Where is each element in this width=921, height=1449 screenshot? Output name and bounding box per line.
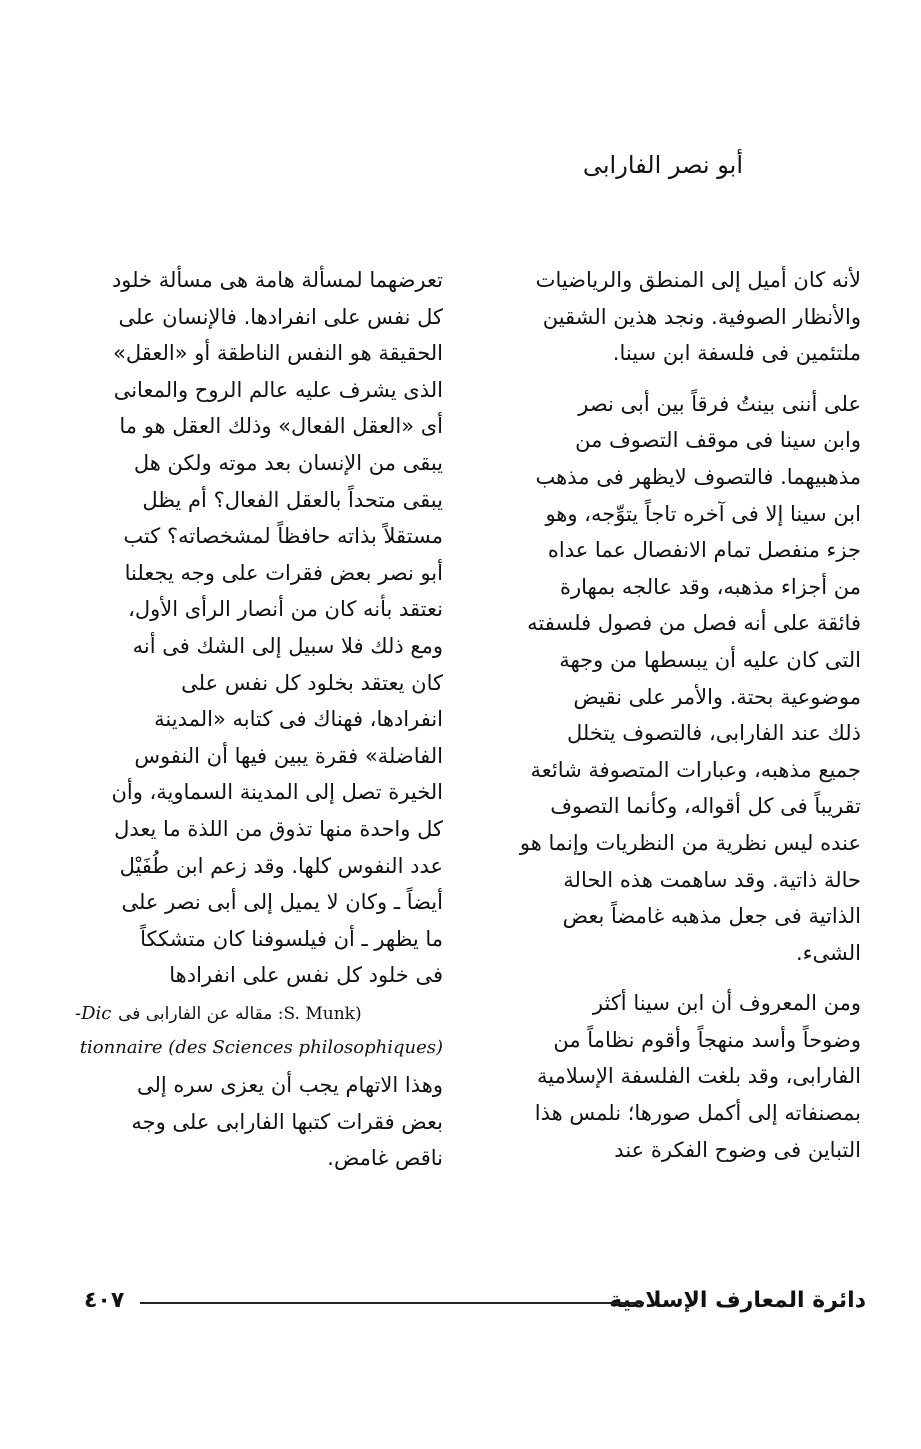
running-head: أبو نصر الفارابى (582, 151, 743, 179)
text-line: عدد النفوس كلها. وقد زعم ابن طُفَيْل (119, 853, 443, 878)
citation-line (75, 994, 443, 1031)
text-line: والأنظار الصوفية. ونجد هذين الشقين (542, 304, 861, 329)
text-line: تقريباً فى كل أقواله، وكأنما التصوف (550, 794, 861, 819)
text-line: حالة ذاتية. وقد ساهمت هذه الحالة (563, 867, 861, 892)
text-line: بعض فقرات كتبها الفارابى على وجه (131, 1109, 443, 1134)
text-line: أبو نصر بعض فقرات على وجه يجعلنا (124, 560, 443, 585)
text-line: لأنه كان أميل إلى المنطق والرياضيات (535, 268, 861, 292)
text-line: وهذا الاتهام يجب أن يعزى سره إلى (136, 1073, 443, 1098)
text-line: عنده ليس نظرية من النظريات وإنما هو (519, 830, 861, 855)
text-line: موضوعية بحتة. والأمر على نقيض (573, 684, 861, 709)
text-line: الذى يشرف عليه عالم الروح والمعانى (113, 377, 443, 402)
citation-title: tionnaire (des Sciences philosophiques) (79, 1037, 443, 1059)
text-line: الحقيقة هو النفس الناطقة أو «العقل» (112, 341, 443, 366)
right-column (493, 262, 861, 1168)
text-line: كل واحدة منها تذوق من اللذة ما يعدل (114, 816, 443, 841)
text-line: نعتقد بأنه كان من أنصار الرأى الأول، (128, 597, 443, 622)
citation-italic: Dic- (75, 1002, 112, 1024)
page-number: ٤٠٧ (84, 1288, 125, 1313)
text-line: مذهبيهما. فالتصوف لايظهر فى مذهب (535, 464, 861, 489)
text-line: الفاضلة» فقرة يبين فيها أن النفوس (134, 743, 443, 768)
paragraph (493, 386, 861, 972)
text-line: كان يعتقد بخلود كل نفس على (181, 670, 443, 695)
paragraph (493, 262, 861, 372)
text-line: أى «العقل الفعال» وذلك العقل هو ما (119, 414, 443, 439)
page-footer (84, 1286, 866, 1316)
footer-rule (140, 1302, 644, 1304)
footer-title: دائرة المعارف الإسلامية (609, 1288, 866, 1313)
text-line: وابن سينا فى موقف التصوف من (575, 428, 861, 453)
text-line: وضوحاً وأسد منهجاً وأقوم نظاماً من (553, 1027, 861, 1052)
text-line: التى كان عليه أن يبسطها من وجهة (559, 647, 861, 672)
text-line: فى خلود كل نفس على انفرادها (169, 963, 443, 988)
text-line: ما يظهر ـ أن فيلسوفنا كان متشككاً (140, 926, 443, 951)
text-line: الخيرة تصل إلى المدينة السماوية، وأن (111, 780, 443, 805)
text-line: الذاتية فى جعل مذهبه غامضاً بعض (562, 904, 861, 929)
text-line: جميع مذهبه، وعبارات المتصوفة شائعة (530, 757, 861, 782)
text-line: تعرضهما لمسألة هامة هى مسألة خلود (111, 268, 443, 292)
text-line: ابن سينا إلا فى آخره تاجاً يتوِّجه، وهو (545, 501, 861, 526)
text-line: مستقلاً بذاته حافظاً لمشخصاته؟ كتب (123, 524, 443, 549)
paragraph (493, 985, 861, 1168)
text-line: ذلك عند الفارابى، فالتصوف يتخلل (567, 721, 861, 746)
text-line: على أننى بينتُ فرقاً بين أبى نصر (578, 391, 861, 416)
text-line: بمصنفاته إلى أكمل صورها؛ نلمس هذا (534, 1101, 861, 1126)
left-column (75, 262, 443, 1177)
text-line: الفارابى، وقد بلغت الفلسفة الإسلامية (536, 1064, 861, 1089)
text-line: الشىء. (795, 940, 861, 965)
text-line: كل نفس على انفرادها. فالإنسان على (118, 304, 443, 329)
text-line: يبقى من الإنسان بعد موته ولكن هل (133, 450, 443, 475)
text-line: ناقص غامض. (327, 1146, 443, 1171)
citation-text: (S. Munk: مقاله عن الفارابى فى (118, 1003, 362, 1024)
text-line: فائقة على أنه فصل من فصول فلسفته (527, 611, 861, 636)
text-line: أيضاً ـ وكان لا يميل إلى أبى نصر على (121, 890, 443, 915)
paragraph (75, 262, 443, 1177)
text-line: ومن المعروف أن ابن سينا أكثر (592, 991, 861, 1016)
text-line: التباين فى وضوح الفكرة عند (614, 1137, 861, 1162)
text-line: ومع ذلك فلا سبيل إلى الشك فى أنه (132, 633, 443, 658)
text-line: جزء منفصل تمام الانفصال عما عداه (547, 538, 861, 563)
text-line: من أجزاء مذهبه، وقد عالجه بمهارة (560, 574, 861, 599)
text-line: انفرادها، فهناك فى كتابه «المدينة (154, 707, 443, 732)
text-line: يبقى متحداً بالعقل الفعال؟ أم يظل (142, 487, 443, 512)
text-line: ملتئمين فى فلسفة ابن سينا. (612, 341, 861, 366)
